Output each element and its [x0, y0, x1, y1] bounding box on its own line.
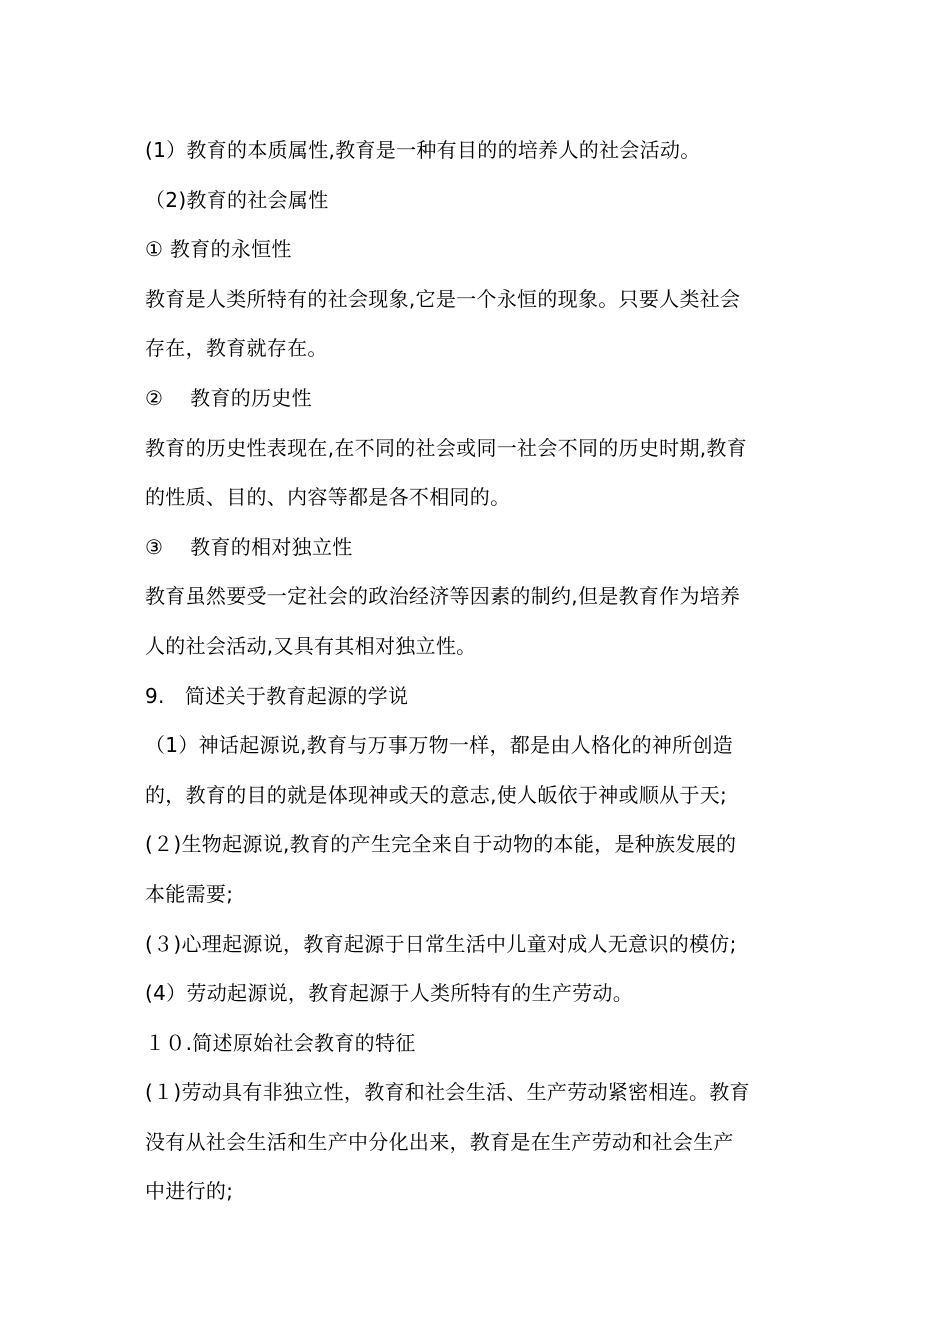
text-line: (２)生物起源说,教育的产生完全来自于动物的本能，是种族发展的	[145, 832, 737, 857]
section-heading: （2)教育的社会属性	[145, 187, 329, 212]
subsection-heading: ① 教育的永恒性	[145, 237, 292, 262]
question-heading: １０.简述原始社会教育的特征	[145, 1030, 416, 1055]
text-line: 人的社会活动,又具有其相对独立性。	[145, 633, 477, 658]
text-line: (4）劳动起源说，教育起源于人类所特有的生产劳动。	[145, 981, 634, 1006]
text-line: 教育的历史性表现在,在不同的社会或同一社会不同的历史时期,教育	[145, 435, 748, 460]
text-line: 教育虽然要受一定社会的政治经济等因素的制约,但是教育作为培养	[145, 584, 741, 609]
subsection-heading: ② 教育的历史性	[145, 385, 312, 410]
text-line: (1）教育的本质属性,教育是一种有目的的培养人的社会活动。	[145, 138, 701, 162]
question-heading: 9. 简述关于教育起源的学说	[145, 683, 409, 708]
text-line: 教育是人类所特有的社会现象,它是一个永恒的现象。只要人类社会	[145, 286, 741, 311]
text-line: 中进行的;	[145, 1179, 234, 1204]
text-line: (３)心理起源说，教育起源于日常生活中儿童对成人无意识的模仿;	[145, 931, 737, 956]
text-line: （1）神话起源说,教育与万事万物一样，都是由人格化的神所创造	[145, 733, 734, 758]
document-body	[145, 126, 810, 1217]
text-line: 的性质、目的、内容等都是各不相同的。	[145, 485, 511, 510]
text-line: 本能需要;	[145, 881, 234, 906]
text-line: 没有从社会生活和生产中分化出来，教育是在生产劳动和社会生产	[145, 1129, 734, 1154]
text-line: 存在，教育就存在。	[145, 336, 328, 361]
text-line: 的，教育的目的就是体现神或天的意志,使人皈依于神或顺从于天;	[145, 782, 728, 807]
subsection-heading: ③ 教育的相对独立性	[145, 534, 353, 559]
text-line: (１)劳动具有非独立性，教育和社会生活、生产劳动紧密相连。教育	[145, 1080, 750, 1105]
